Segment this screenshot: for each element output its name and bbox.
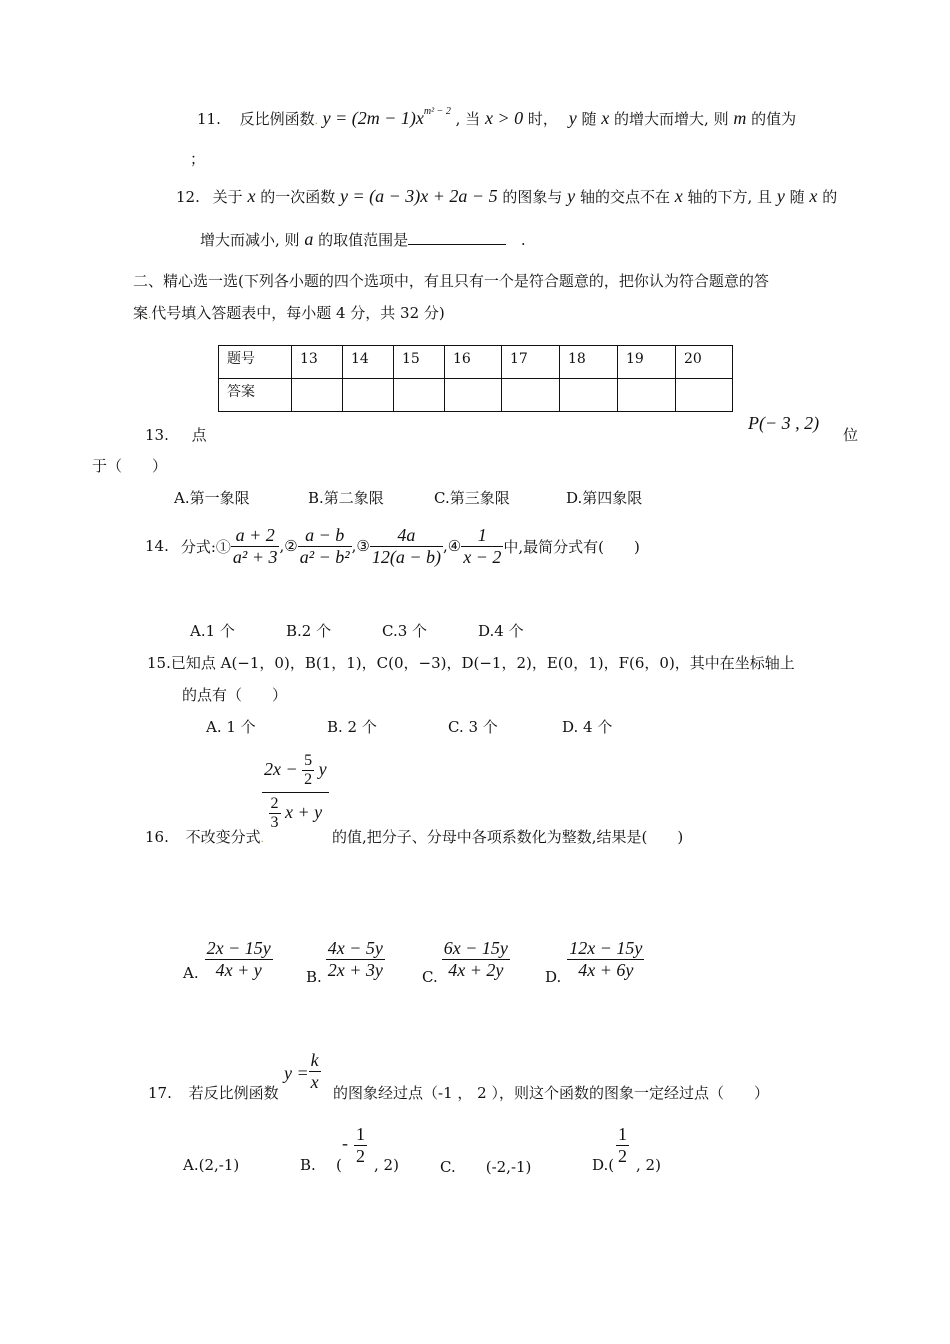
table-header-cell: 答案	[219, 379, 292, 412]
option-a: A.(2,-1)	[183, 1156, 240, 1174]
function-formula: y = $\frac{k}{x}$	[284, 1050, 319, 1092]
option-c: C.3 个	[382, 622, 428, 640]
question-14: 14. 分式:① $\frac{a + 2}{\text{a² + 3}}$ ,② $\frac{a - b}{\text{a² − b²}}$ ,③ $\frac{4a}{12(a - b)}$ ,④ $\frac{1}{x - 2}$ 中,最简分式有( )	[145, 524, 640, 567]
table-cell: 16	[445, 346, 502, 379]
answer-cell[interactable]	[618, 379, 676, 412]
question-11: 11. 反比例函数. $y = (2m - 1)x^{m^2 - 2}$ , 当 x > 0 时， y 随 x 的增大而增大, 则 m 的值为	[197, 106, 797, 128]
option-d: D.第四象限	[566, 489, 643, 507]
option-c: C. (-2,-1)	[440, 1158, 532, 1176]
question-number: 16.	[145, 828, 169, 846]
answer-cell[interactable]	[394, 379, 445, 412]
fraction-2: $\frac{a - b}{\text{a² − b²}}$	[299, 524, 350, 567]
option-d-label: D.(	[592, 1156, 615, 1174]
table-row	[219, 346, 733, 379]
answer-cell[interactable]	[343, 379, 394, 412]
option-a: A. 1 个	[206, 718, 256, 736]
table-cell: 19	[618, 346, 676, 379]
table-cell: 17	[502, 346, 560, 379]
question-number: 17.	[148, 1084, 172, 1102]
option-d: D. $\frac{12x - 15y}{4x + 6y}$	[545, 938, 643, 987]
answer-cell[interactable]	[560, 379, 618, 412]
table-header-cell: 题号	[219, 346, 292, 379]
question-16: 16. 不改变分式.	[145, 828, 264, 846]
table-cell: 20	[676, 346, 733, 379]
section-2-heading-line2: 案.代号填入答题表中，每小题 4 分，共 32 分)	[133, 304, 445, 322]
option-b-fraction: $\frac{1}{2}$	[356, 1124, 365, 1166]
option-b: B. $\frac{4x - 5y}{2x + 3y}$	[306, 938, 383, 987]
answer-cell[interactable]	[445, 379, 502, 412]
table-cell: 18	[560, 346, 618, 379]
compound-fraction: 2x − $\frac{5}{2}$ y $\frac{2}{3}$ x + y	[264, 752, 327, 832]
option-b-label: B.	[300, 1156, 316, 1174]
question-number: 14.	[145, 537, 169, 555]
answer-blank	[408, 230, 506, 245]
question-11-tail: ；	[190, 150, 206, 168]
option-d: D.4 个	[478, 622, 524, 640]
question-12: 12. 关于 x 的一次函数 y = (a − 3)x + 2a − 5 的图象与 y 轴的交点不在 x 轴的下方, 且 y 随 x 的	[176, 186, 838, 206]
option-b: B.第二象限	[308, 489, 384, 507]
option-c: C. $\frac{6x - 15y}{4x + 2y}$	[422, 938, 508, 987]
option-a: A. $\frac{2x - 15y}{4x + y}$	[183, 938, 271, 983]
option-b: B.2 个	[286, 622, 332, 640]
question-number: 13.	[145, 426, 169, 444]
option-c: C.第三象限	[434, 489, 510, 507]
question-13-line2: 于（ ）	[92, 457, 168, 475]
point-p: P(− 3 , 2)	[748, 413, 820, 433]
question-text: 反比例函数	[239, 110, 315, 128]
fraction-1: $\frac{a + 2}{\text{a² + 3}}$	[232, 524, 278, 567]
question-13: 13. 点	[145, 426, 207, 444]
answer-cell[interactable]	[676, 379, 733, 412]
option-c: C. 3 个	[448, 718, 498, 736]
option-a: A.第一象限	[174, 489, 250, 507]
table-row	[219, 379, 733, 412]
question-number: 12.	[176, 188, 200, 206]
question-17: 17. 若反比例函数	[148, 1084, 279, 1102]
question-15: 15.已知点 A(−1，0)，B(1，1)，C(0，−3)，D(−1，2)，E(0，1)，F(6，0)，其中在坐标轴上	[147, 654, 795, 672]
answer-cell[interactable]	[292, 379, 343, 412]
option-d: D. 4 个	[562, 718, 613, 736]
formula: y = (a − 3)x + 2a − 5	[340, 186, 498, 206]
question-number: 11.	[197, 110, 221, 128]
question-15-line2: 的点有（ ）	[182, 686, 288, 704]
table-cell: 13	[292, 346, 343, 379]
fraction-3: $\frac{4a}{12(a - b)}$	[371, 524, 441, 567]
question-12-line2: 增大而减小, 则 a 的取值范围是 .	[200, 229, 526, 249]
option-b: B. 2 个	[327, 718, 377, 736]
answer-table	[218, 345, 733, 412]
option-a: A.1 个	[190, 622, 235, 640]
condition: x > 0	[484, 108, 524, 128]
fraction-4: $\frac{1}{x - 2}$	[463, 524, 502, 567]
table-cell: 15	[394, 346, 445, 379]
option-d-fraction: $\frac{1}{2}$	[618, 1124, 627, 1166]
formula: $y = (2m - 1)x^{m^2 - 2}$	[322, 106, 451, 128]
answer-cell[interactable]	[502, 379, 560, 412]
table-cell: 14	[343, 346, 394, 379]
section-2-heading: 二、精心选一选(下列各小题的四个选项中，有且只有一个是符合题意的，把你认为符合题意的答	[133, 272, 769, 290]
